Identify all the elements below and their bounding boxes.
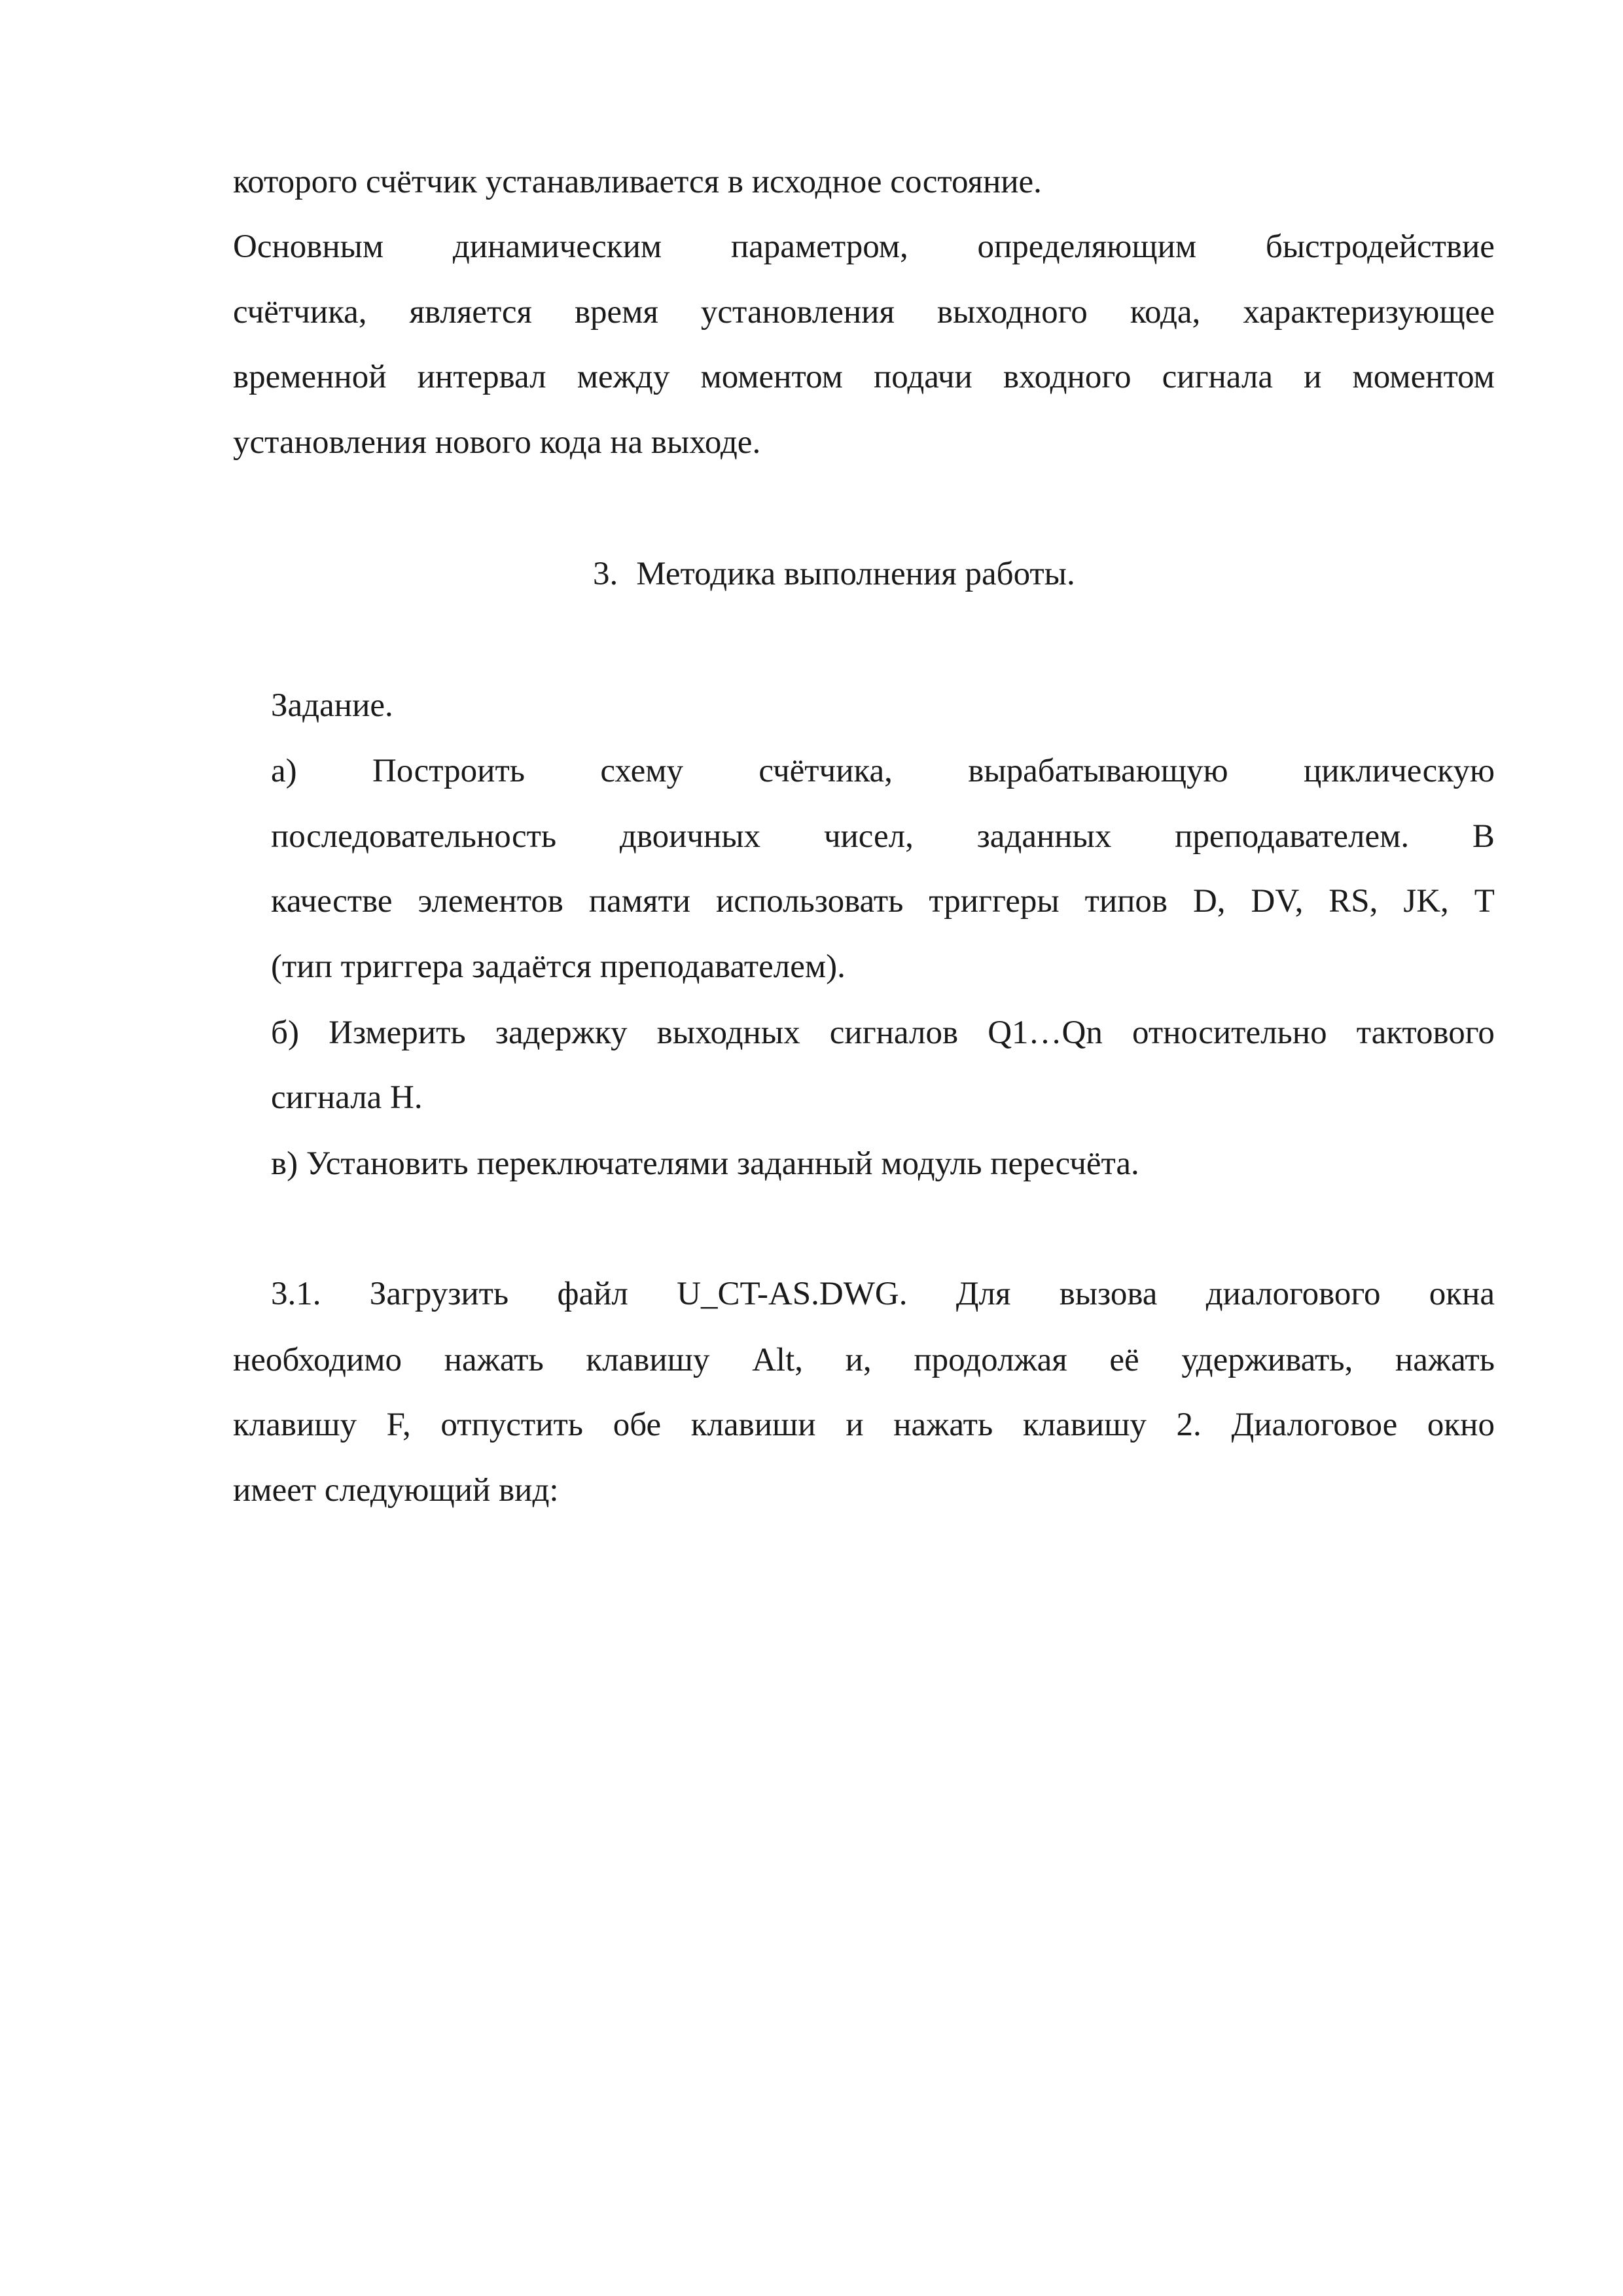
word: окно: [1427, 1407, 1495, 1443]
word: время: [574, 294, 658, 331]
word: вырабатывающую: [968, 753, 1228, 789]
word: F,: [386, 1407, 411, 1443]
word: файл: [557, 1276, 628, 1312]
word: триггеры: [929, 883, 1060, 920]
word: T: [1474, 883, 1495, 920]
word: задержку: [495, 1014, 628, 1051]
word: типов: [1084, 883, 1168, 920]
word: Alt,: [752, 1342, 803, 1378]
word: циклическую: [1303, 753, 1495, 789]
word: сигналов: [829, 1014, 959, 1051]
word: характеризующее: [1243, 294, 1495, 331]
step-3-1-line-1: [271, 1278, 1495, 1311]
word: двоичных: [619, 818, 761, 855]
task-c-line-1: в) Установить переключателями заданный модуль пересчёта.: [271, 1145, 1139, 1182]
word: моментом: [700, 359, 843, 395]
word: U_CT-AS.DWG.: [677, 1276, 908, 1312]
paragraph-dynamic-line-3: [233, 361, 1495, 394]
word: обе: [613, 1407, 662, 1443]
paragraph-dynamic-line-1: [233, 230, 1495, 264]
word: использовать: [716, 883, 904, 920]
word: клавиши: [690, 1407, 816, 1443]
word: необходимо: [233, 1342, 402, 1378]
word: чисел,: [823, 818, 914, 855]
word: вызова: [1059, 1276, 1158, 1312]
word: Измерить: [329, 1014, 466, 1051]
word: между: [577, 359, 670, 395]
word: отпустить: [440, 1407, 584, 1443]
word: выходных: [656, 1014, 800, 1051]
task-b-line-1: [271, 1016, 1495, 1050]
word: интервал: [417, 359, 546, 395]
word: заданных: [976, 818, 1112, 855]
word: а): [271, 753, 297, 789]
word: сигнала: [1162, 359, 1273, 395]
word: является: [409, 294, 532, 331]
word: клавишу: [233, 1407, 357, 1443]
word: выходного: [936, 294, 1088, 331]
section-title: Методика выполнения работы.: [636, 556, 1075, 592]
word: продолжая: [914, 1342, 1067, 1378]
step-3-1-line-4: имеет следующий вид:: [233, 1472, 559, 1509]
word: и: [1304, 359, 1322, 395]
word: быстродействие: [1265, 228, 1495, 265]
paragraph-continuation-line: которого счётчик устанавливается в исходное состояние.: [233, 164, 1042, 200]
word: подачи: [874, 359, 972, 395]
word: последовательность: [271, 818, 557, 855]
word: окна: [1429, 1276, 1495, 1312]
word: DV,: [1251, 883, 1304, 920]
word: счётчика,: [758, 753, 893, 789]
word: относительно: [1132, 1014, 1327, 1051]
word: Диалоговое: [1231, 1407, 1398, 1443]
word: параметром,: [730, 228, 908, 265]
word: нажать: [893, 1407, 993, 1443]
word: счётчика,: [233, 294, 367, 331]
word: б): [271, 1014, 299, 1051]
word: нажать: [1395, 1342, 1495, 1378]
word: и,: [845, 1342, 872, 1378]
word: D,: [1192, 883, 1226, 920]
paragraph-dynamic-line-4: установления нового кода на выходе.: [233, 424, 761, 461]
task-heading: Задание.: [271, 687, 393, 724]
word: тактового: [1356, 1014, 1495, 1051]
word: временной: [233, 359, 387, 395]
word: нажать: [444, 1342, 544, 1378]
word: моментом: [1352, 359, 1495, 395]
paragraph-dynamic-line-2: [233, 296, 1495, 329]
word: Для: [955, 1276, 1011, 1312]
task-a-line-2: [271, 820, 1495, 853]
word: элементов: [418, 883, 563, 920]
word: качестве: [271, 883, 393, 920]
word: диалогового: [1205, 1276, 1381, 1312]
section-number: 3.: [593, 556, 618, 592]
word: установления: [700, 294, 895, 331]
task-a-line-3: [271, 885, 1495, 918]
word: Q1…Qn: [988, 1014, 1103, 1051]
word: Основным: [233, 228, 384, 265]
word: определяющим: [977, 228, 1197, 265]
word: памяти: [588, 883, 691, 920]
word: клавишу: [1022, 1407, 1147, 1443]
word: динамическим: [452, 228, 662, 265]
word: клавишу: [586, 1342, 710, 1378]
word: схему: [600, 753, 683, 789]
word: преподавателем.: [1175, 818, 1410, 855]
section-heading: [593, 558, 1075, 591]
word: кода,: [1130, 294, 1201, 331]
word: В: [1472, 818, 1495, 855]
word: её: [1109, 1342, 1139, 1378]
word: и: [846, 1407, 864, 1443]
word: 2.: [1176, 1407, 1202, 1443]
word: RS,: [1329, 883, 1378, 920]
word: Построить: [372, 753, 525, 789]
task-a-line-1: [271, 755, 1495, 788]
word: входного: [1003, 359, 1132, 395]
task-b-line-2: сигнала H.: [271, 1079, 423, 1116]
step-3-1-line-3: [233, 1408, 1495, 1442]
word: JK,: [1403, 883, 1449, 920]
step-3-1-line-2: [233, 1344, 1495, 1377]
word: 3.1.: [271, 1276, 321, 1312]
task-a-line-4: (тип триггера задаётся преподавателем).: [271, 948, 846, 985]
word: Загрузить: [369, 1276, 509, 1312]
word: удерживать,: [1181, 1342, 1353, 1378]
